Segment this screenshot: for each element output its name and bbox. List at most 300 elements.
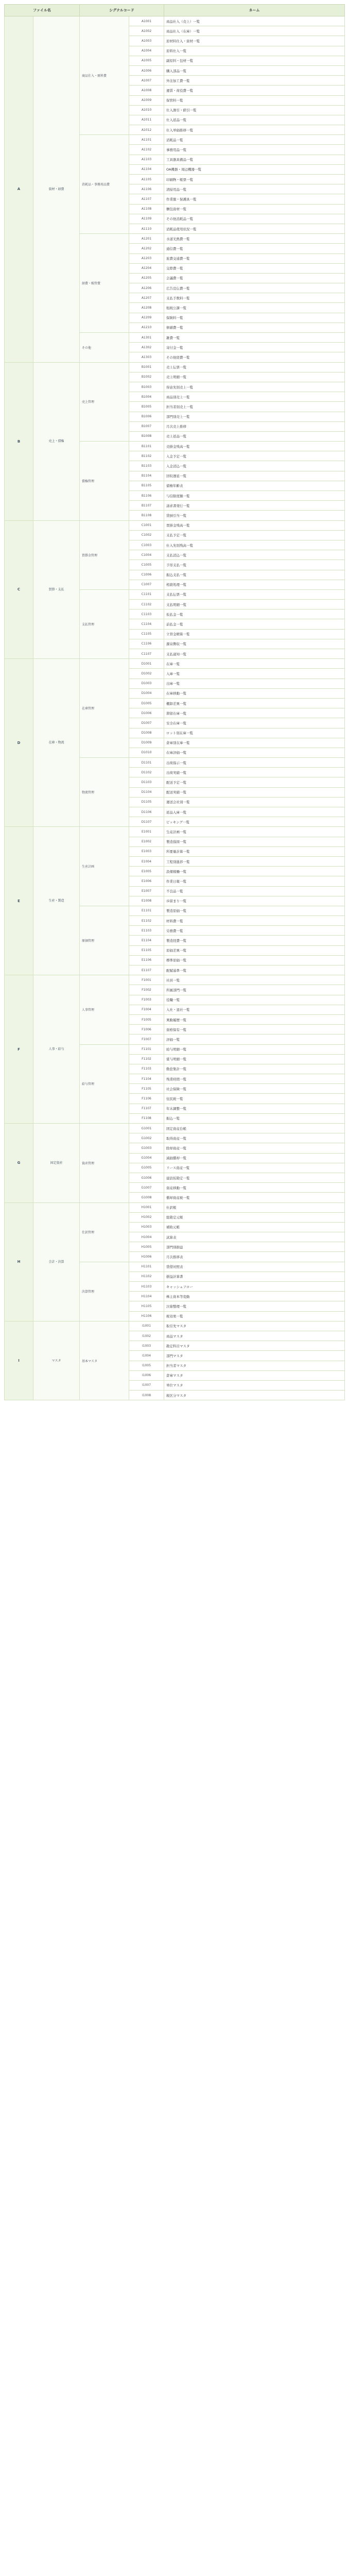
row-name: 貸倒引当一覧	[164, 511, 345, 520]
row-code: A1005	[129, 56, 164, 65]
row-code: H1104	[129, 1292, 164, 1301]
row-name: 消耗品一覧	[164, 135, 345, 145]
row-code: C1006	[129, 570, 164, 580]
row-code: D1104	[129, 787, 164, 797]
row-code: C1005	[129, 560, 164, 570]
row-code: A1102	[129, 145, 164, 155]
row-name: 減価償却一覧	[164, 1153, 345, 1163]
row-code: A1104	[129, 164, 164, 174]
row-name: 在庫移動一覧	[164, 688, 345, 698]
row-name: 担当者マスタ	[164, 1361, 345, 1370]
row-code: G1004	[129, 1153, 164, 1163]
row-code: A1208	[129, 303, 164, 313]
row-name: 建設仮勘定一覧	[164, 1173, 345, 1182]
row-code: A1004	[129, 46, 164, 56]
row-code: G1003	[129, 1143, 164, 1153]
table-row	[5, 1202, 345, 1212]
section-label: 消耗品・事務用品費	[80, 135, 129, 234]
row-code: F1102	[129, 1054, 164, 1064]
row-code: G1008	[129, 1193, 164, 1202]
row-name: 手形支払一覧	[164, 560, 345, 570]
row-name: 月次推移表	[164, 1252, 345, 1262]
row-code: B1003	[129, 382, 164, 392]
row-code: A1206	[129, 283, 164, 293]
row-code: A1010	[129, 105, 164, 115]
section-label: 経費・販管費	[80, 234, 129, 333]
row-code: A1204	[129, 263, 164, 273]
group-key: B	[5, 362, 33, 520]
row-code: B1106	[129, 491, 164, 501]
row-name: 生産計画一覧	[164, 827, 345, 837]
row-name: 支払予定一覧	[164, 530, 345, 540]
row-name: 配賦基準一覧	[164, 965, 345, 975]
row-name: 年末調整一覧	[164, 1104, 345, 1113]
row-name: 製造原価一覧	[164, 906, 345, 916]
row-code: F1104	[129, 1074, 164, 1084]
row-name: 支払伝票一覧	[164, 589, 345, 599]
row-code: F1002	[129, 985, 164, 995]
row-name: 役職一覧	[164, 995, 345, 1005]
row-code: H1103	[129, 1282, 164, 1292]
header-signal-code: シグナルコード	[80, 5, 164, 16]
row-name: 相殺処理一覧	[164, 580, 345, 589]
row-name: 源泉徴収一覧	[164, 639, 345, 649]
row-code: D1107	[129, 817, 164, 827]
row-code: B1108	[129, 511, 164, 520]
row-code: C1004	[129, 550, 164, 560]
row-code: B1002	[129, 372, 164, 382]
row-code: C1103	[129, 609, 164, 619]
row-code: C1007	[129, 580, 164, 589]
group-key: D	[5, 659, 33, 827]
row-code: A1106	[129, 184, 164, 194]
row-code: E1107	[129, 965, 164, 975]
document	[4, 4, 345, 1400]
row-code: D1008	[129, 728, 164, 738]
group-label: 人事・給与	[33, 975, 80, 1124]
table-row	[5, 16, 345, 26]
row-name: 配送予定一覧	[164, 777, 345, 787]
row-code: F1101	[129, 1044, 164, 1054]
row-name: 貸借対照表	[164, 1262, 345, 1272]
row-code: A1207	[129, 293, 164, 303]
row-code: I1004	[129, 1351, 164, 1361]
row-name: 寄付金一覧	[164, 343, 345, 352]
row-name: 倉庫別在庫一覧	[164, 738, 345, 748]
row-name: 得意先別売上一覧	[164, 382, 345, 392]
row-name: 税効果一覧	[164, 1311, 345, 1321]
row-name: 入金消込一覧	[164, 461, 345, 471]
row-name: 清掃用品一覧	[164, 184, 345, 194]
section-label: 生産計画	[80, 827, 129, 906]
row-code: B1005	[129, 402, 164, 412]
row-code: C1102	[129, 600, 164, 609]
row-name: 社員一覧	[164, 975, 345, 985]
section-label: 人事管理	[80, 975, 129, 1044]
section-label: 買掛金管理	[80, 520, 129, 589]
row-code: G1006	[129, 1173, 164, 1182]
row-code: D1101	[129, 758, 164, 768]
group-label: 生産・製造	[33, 827, 80, 975]
row-name: 社会保険一覧	[164, 1084, 345, 1094]
row-name: 商品仕入（在庫）一覧	[164, 26, 345, 36]
row-name: 倉庫マスタ	[164, 1370, 345, 1380]
row-name: 給与明細一覧	[164, 1044, 345, 1054]
row-name: 売上明細一覧	[164, 372, 345, 382]
table-header-row	[5, 5, 345, 16]
group-label: 固定資産	[33, 1124, 80, 1203]
row-code: I1008	[129, 1391, 164, 1400]
row-name: 部門別損益	[164, 1242, 345, 1252]
row-code: C1003	[129, 540, 164, 550]
row-code: B1004	[129, 392, 164, 402]
row-name: 出荷実績一覧	[164, 768, 345, 777]
table-row	[5, 362, 345, 372]
header-name: ネーム	[164, 5, 345, 16]
row-name: 立替金精算一覧	[164, 629, 345, 639]
row-code: E1106	[129, 955, 164, 965]
row-name: 修繕費一覧	[164, 323, 345, 332]
row-code: B1104	[129, 471, 164, 481]
group-key: F	[5, 975, 33, 1124]
row-name: 仕訳帳	[164, 1202, 345, 1212]
row-code: A1201	[129, 234, 164, 244]
row-name: その他経費一覧	[164, 352, 345, 362]
row-code: E1103	[129, 926, 164, 936]
row-name: キャッシュフロー	[164, 1282, 345, 1292]
row-name: 税区分マスタ	[164, 1391, 345, 1400]
row-name: 梱包資材一覧	[164, 204, 345, 214]
row-code: A1108	[129, 204, 164, 214]
row-name: 損益計算書	[164, 1272, 345, 1281]
row-name: 回収遅延一覧	[164, 471, 345, 481]
row-name: 担当者別売上一覧	[164, 402, 345, 412]
row-name: 標準原価一覧	[164, 955, 345, 965]
row-name: 副原料・包材一覧	[164, 56, 345, 65]
row-code: I1002	[129, 1331, 164, 1341]
row-code: C1002	[129, 530, 164, 540]
row-code: H1101	[129, 1262, 164, 1272]
row-name: 商品マスタ	[164, 1331, 345, 1341]
group-key: A	[5, 16, 33, 363]
section-label: 商品仕入・原料費	[80, 16, 129, 135]
row-code: A1008	[129, 86, 164, 95]
row-code: E1002	[129, 837, 164, 846]
row-name: 仕入返品一覧	[164, 115, 345, 125]
row-code: E1101	[129, 906, 164, 916]
row-code: E1006	[129, 876, 164, 886]
row-code: C1101	[129, 589, 164, 599]
row-name: 総勘定元帳	[164, 1212, 345, 1222]
row-code: A1007	[129, 76, 164, 86]
row-name: 支払消込一覧	[164, 550, 345, 560]
row-code: A1202	[129, 244, 164, 253]
row-name: 返品入庫一覧	[164, 807, 345, 817]
row-code: E1004	[129, 856, 164, 866]
row-code: A1009	[129, 95, 164, 105]
row-name: 保管料一覧	[164, 95, 345, 105]
row-code: A1302	[129, 343, 164, 352]
row-code: D1006	[129, 708, 164, 718]
row-name: 設備稼働一覧	[164, 867, 345, 876]
row-code: D1105	[129, 797, 164, 807]
row-code: E1008	[129, 896, 164, 906]
row-code: E1001	[129, 827, 164, 837]
row-name: 支払手数料一覧	[164, 293, 345, 303]
row-name: OA機器・周辺機器一覧	[164, 164, 345, 174]
row-name: 賞与明細一覧	[164, 1054, 345, 1064]
row-code: B1107	[129, 501, 164, 511]
row-code: C1107	[129, 649, 164, 659]
row-code: F1107	[129, 1104, 164, 1113]
section-label: 原価管理	[80, 906, 129, 975]
table-row	[5, 975, 345, 985]
row-code: F1003	[129, 995, 164, 1005]
row-code: B1103	[129, 461, 164, 471]
row-name: 評価一覧	[164, 1035, 345, 1044]
row-name: 商品仕入（売上）一覧	[164, 16, 345, 26]
section-label: 仕訳管理	[80, 1202, 129, 1262]
section-label: 売上管理	[80, 362, 129, 442]
row-name: 単位マスタ	[164, 1380, 345, 1390]
row-code: F1006	[129, 1025, 164, 1035]
row-name: 仮払金一覧	[164, 609, 345, 619]
row-code: H1102	[129, 1272, 164, 1281]
row-name: 勘定科目マスタ	[164, 1341, 345, 1351]
table-body	[5, 16, 345, 1400]
row-code: D1103	[129, 777, 164, 787]
row-code: D1102	[129, 768, 164, 777]
row-name: 原価差異一覧	[164, 945, 345, 955]
row-name: 滞留在庫一覧	[164, 708, 345, 718]
row-name: 在庫一覧	[164, 659, 345, 669]
row-name: 株主資本等変動	[164, 1292, 345, 1301]
row-code: A1006	[129, 65, 164, 75]
row-code: A1303	[129, 352, 164, 362]
row-name: 異動履歴一覧	[164, 1014, 345, 1024]
row-name: 交際費一覧	[164, 263, 345, 273]
row-name: 外注加工費一覧	[164, 76, 345, 86]
row-code: H1106	[129, 1311, 164, 1321]
header-file: ファイル名	[5, 5, 80, 16]
row-name: 振込一覧	[164, 1113, 345, 1123]
row-code: D1002	[129, 669, 164, 679]
row-code: D1005	[129, 698, 164, 708]
row-name: 部門マスタ	[164, 1351, 345, 1361]
row-code: H1004	[129, 1232, 164, 1242]
row-code: E1105	[129, 945, 164, 955]
row-code: E1005	[129, 867, 164, 876]
table-row	[5, 659, 345, 669]
row-name: 仕入単価推移一覧	[164, 125, 345, 135]
row-code: A1210	[129, 323, 164, 332]
row-name: 取引先マスタ	[164, 1321, 345, 1331]
row-code: F1106	[129, 1094, 164, 1104]
row-code: F1005	[129, 1014, 164, 1024]
table-row	[5, 1124, 345, 1133]
row-name: 部門別売上一覧	[164, 412, 345, 421]
row-name: その他消耗品一覧	[164, 214, 345, 224]
row-name: 工程別進捗一覧	[164, 856, 345, 866]
row-code: F1004	[129, 1005, 164, 1014]
row-name: 旅費交通費一覧	[164, 253, 345, 263]
row-code: B1001	[129, 362, 164, 372]
group-label: 会計・決算	[33, 1202, 80, 1321]
row-name: 除却資産一覧	[164, 1143, 345, 1153]
row-name: 資産移動一覧	[164, 1183, 345, 1193]
row-code: G1001	[129, 1124, 164, 1133]
row-name: 所要量計算一覧	[164, 846, 345, 856]
row-name: 労務費一覧	[164, 926, 345, 936]
group-key: G	[5, 1124, 33, 1203]
row-name: ピッキング一覧	[164, 817, 345, 827]
row-code: A1209	[129, 313, 164, 323]
row-name: 固定資産台帳	[164, 1124, 345, 1133]
row-name: 在庫評価一覧	[164, 748, 345, 757]
row-name: 原料仕入一覧	[164, 46, 345, 56]
group-key: E	[5, 827, 33, 975]
group-label: マスタ	[33, 1321, 80, 1400]
row-code: E1007	[129, 886, 164, 896]
row-code: A1205	[129, 273, 164, 283]
row-name: 商品別売上一覧	[164, 392, 345, 402]
row-name: 支払通知一覧	[164, 649, 345, 659]
row-name: ロット別在庫一覧	[164, 728, 345, 738]
row-name: 材料費一覧	[164, 916, 345, 926]
section-label: 債権管理	[80, 442, 129, 521]
row-code: B1101	[129, 442, 164, 451]
row-code: G1005	[129, 1163, 164, 1173]
row-code: D1007	[129, 718, 164, 728]
section-label: 資産管理	[80, 1124, 129, 1203]
row-name: 補助元帳	[164, 1222, 345, 1232]
row-code: B1105	[129, 481, 164, 490]
table-row	[5, 827, 345, 837]
row-name: 前払金一覧	[164, 619, 345, 629]
row-name: 債権年齢表	[164, 481, 345, 490]
row-name: 工具器具備品一覧	[164, 155, 345, 164]
row-name: 棚卸差異一覧	[164, 698, 345, 708]
row-name: 仕入先別残高一覧	[164, 540, 345, 550]
row-name: 勤怠集計一覧	[164, 1064, 345, 1074]
row-code: B1007	[129, 421, 164, 431]
section-label: その他	[80, 333, 129, 363]
row-code: H1001	[129, 1202, 164, 1212]
section-label: 在庫管理	[80, 659, 129, 758]
row-code: D1004	[129, 688, 164, 698]
row-code: E1104	[129, 936, 164, 945]
row-name: 作業日報一覧	[164, 876, 345, 886]
row-name: 事務用品一覧	[164, 145, 345, 155]
section-label: 支払管理	[80, 589, 129, 658]
row-code: D1009	[129, 738, 164, 748]
row-name: 原材料仕入・資材一覧	[164, 36, 345, 46]
row-name: 通信費一覧	[164, 244, 345, 253]
row-name: 配送実績一覧	[164, 787, 345, 797]
row-name: 月次売上推移	[164, 421, 345, 431]
row-name: 製造経費一覧	[164, 936, 345, 945]
row-code: A1003	[129, 36, 164, 46]
row-name: リース資産一覧	[164, 1163, 345, 1173]
row-code: F1108	[129, 1113, 164, 1123]
section-label: 決算管理	[80, 1262, 129, 1321]
row-code: H1002	[129, 1212, 164, 1222]
row-name: 消耗品使用状況一覧	[164, 224, 345, 233]
row-code: A1012	[129, 125, 164, 135]
row-name: 雑費一覧	[164, 333, 345, 343]
row-name: 出庫一覧	[164, 679, 345, 688]
row-name: 租税公課一覧	[164, 303, 345, 313]
group-label: 在庫・物流	[33, 659, 80, 827]
row-name: 入金予定一覧	[164, 451, 345, 461]
row-name: 印刷物・帳票一覧	[164, 175, 345, 184]
row-name: 仕入割引・値引一覧	[164, 105, 345, 115]
row-name: 請求書発行一覧	[164, 501, 345, 511]
row-code: A1103	[129, 155, 164, 164]
row-code: H1006	[129, 1252, 164, 1262]
row-code: D1001	[129, 659, 164, 669]
table-row	[5, 520, 345, 530]
row-code: F1103	[129, 1064, 164, 1074]
row-code: I1001	[129, 1321, 164, 1331]
row-name: 売上伝票一覧	[164, 362, 345, 372]
row-name: 住民税一覧	[164, 1094, 345, 1104]
row-code: A1002	[129, 26, 164, 36]
row-name: 運送会社別一覧	[164, 797, 345, 807]
row-name: 運賃・荷役費一覧	[164, 86, 345, 95]
row-code: H1003	[129, 1222, 164, 1232]
row-code: D1003	[129, 679, 164, 688]
row-code: F1105	[129, 1084, 164, 1094]
group-label: 買掛・支払	[33, 520, 80, 659]
row-name: 作業服・保護具一覧	[164, 194, 345, 204]
row-name: 支払明細一覧	[164, 600, 345, 609]
row-code: A1011	[129, 115, 164, 125]
table-row	[5, 1321, 345, 1331]
group-key: C	[5, 520, 33, 659]
row-name: 売掛金残高一覧	[164, 442, 345, 451]
row-code: E1003	[129, 846, 164, 856]
code-table	[4, 4, 345, 1400]
row-name: 取得資産一覧	[164, 1133, 345, 1143]
row-name: 出荷指示一覧	[164, 758, 345, 768]
row-code: B1006	[129, 412, 164, 421]
row-code: H1005	[129, 1242, 164, 1252]
row-name: 資格保有一覧	[164, 1025, 345, 1035]
group-key: I	[5, 1321, 33, 1400]
group-label: 売上・債権	[33, 362, 80, 520]
row-name: 償却資産税一覧	[164, 1193, 345, 1202]
row-code: D1010	[129, 748, 164, 757]
row-code: A1109	[129, 214, 164, 224]
row-code: A1107	[129, 194, 164, 204]
row-code: A1301	[129, 333, 164, 343]
row-code: F1001	[129, 975, 164, 985]
row-name: 残業時間一覧	[164, 1074, 345, 1084]
row-code: D1106	[129, 807, 164, 817]
row-code: C1105	[129, 629, 164, 639]
row-code: A1203	[129, 253, 164, 263]
row-name: 歩留まり一覧	[164, 896, 345, 906]
row-name: 入社・退社一覧	[164, 1005, 345, 1014]
row-code: A1105	[129, 175, 164, 184]
row-code: E1102	[129, 916, 164, 926]
row-name: 保険料一覧	[164, 313, 345, 323]
row-code: H1105	[129, 1301, 164, 1311]
row-code: B1102	[129, 451, 164, 461]
row-code: A1001	[129, 16, 164, 26]
row-name: 安全在庫一覧	[164, 718, 345, 728]
